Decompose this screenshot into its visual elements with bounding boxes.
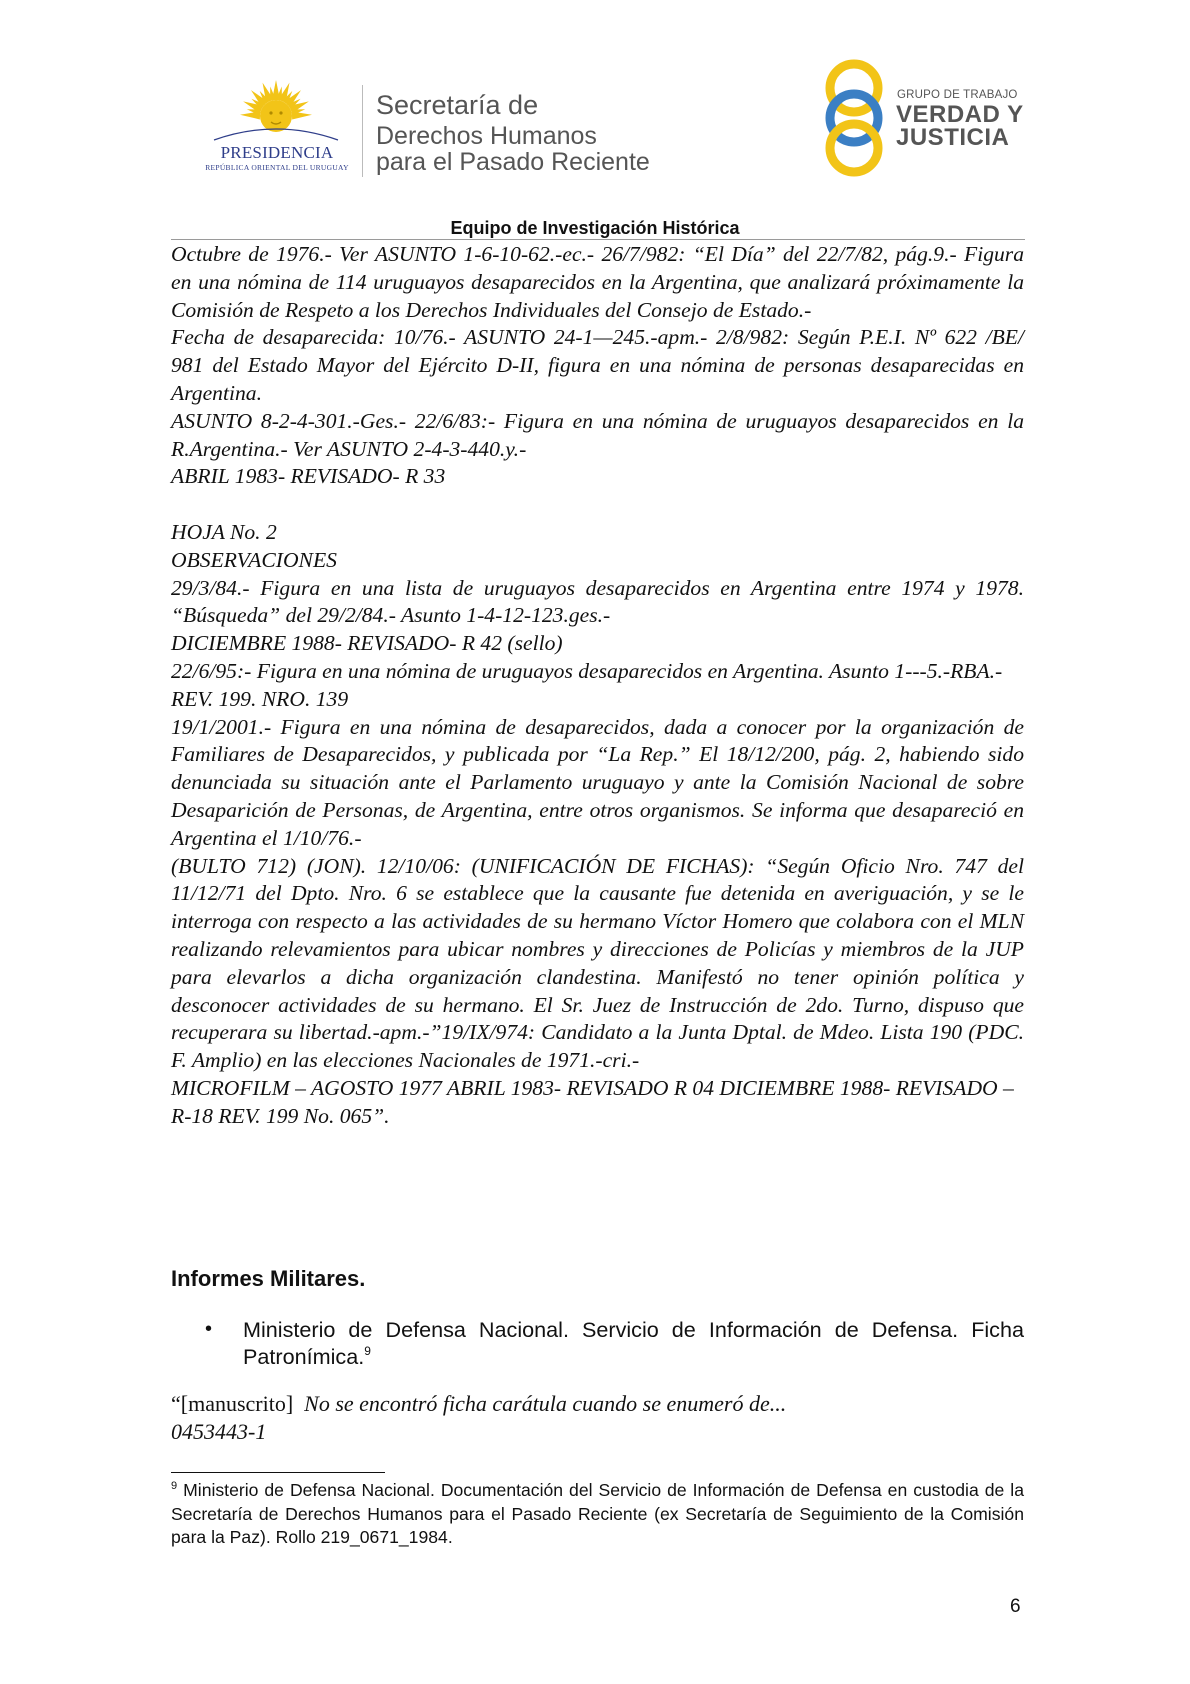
body-paragraph [171,491,1024,519]
body-paragraph: ABRIL 1983- REVISADO- R 33 [171,464,446,489]
interlocking-rings-icon [818,54,908,180]
quote-prefix: “[manuscrito] [171,1391,294,1416]
secretaria-line-2: Derechos Humanos [376,122,597,150]
body-paragraph: (BULTO 712) (JON). 12/10/06: (UNIFICACIÓN DE FICHAS): “Según Oficio Nro. 747 del 11/12/71 del Dpto. Nro. 6 se establece que la causante fue detenida en averiguación, y se le interroga con respecto a las actividades de su hermano Víctor Homero que colabora con el MLN realizando relevamientos para ubicar nombres y direcciones de Policías y miembros de la JUP para elevarlos a dicha organización clandestina. Manifestó no tener opinión política y desconocer actividades de su hermano. El Sr. Juez de Instrucción de 2do. Turno, dispuso que recuperara su libertad.-apm.-”19/IX/974: Candidato a la Junta Dptal. de Mdeo. Lista 190 (PDC. F. Amplio) en las elecciones Nacionales de 1971.-cri.- [171,853,1024,1073]
body-paragraph: 19/1/2001.- Figura en una nómina de desaparecidos, dada a conocer por la organización de Familiares de Desaparecidos, y publicada por “La Rep.” El 18/12/200, pág. 2, habiendo sido denunciada su situación ante el Parlamento uruguayo y ante la Comisión Nacional de sobre Desaparición de Personas, de Argentina, entre otros organismos. Se informa que desapareció en Argentina el 1/10/76.- [171,714,1024,850]
footnote-reference: 9 [364,1344,371,1359]
team-title: Equipo de Investigación Histórica [450,218,740,238]
secretaria-line-3: para el Pasado Reciente [376,148,650,176]
body-paragraph: ASUNTO 8-2-4-301.-Ges.- 22/6/83:- Figura en una nómina de uruguayos desaparecidos en la R.Argentina.- Ver ASUNTO 2-4-3-440.y.- [171,408,1024,461]
bullet-text: Ministerio de Defensa Nacional. Servicio de Información de Defensa. Ficha Patronímica. [243,1317,1024,1370]
document-code: 0453443-1 [171,1419,267,1444]
gtvj-line-2: VERDAD Y [896,101,1024,128]
body-paragraph: 22/6/95:- Figura en una nómina de uruguayos desaparecidos en Argentina. Asunto 1---5.-RBA.- [171,658,1003,683]
section-heading: Informes Militares. [171,1266,366,1291]
footnote-number: 9 [171,1480,178,1492]
gtvj-line-1: GRUPO DE TRABAJO [897,89,1018,101]
presidencia-name: PRESIDENCIA [220,143,334,162]
footnote-text: Ministerio de Defensa Nacional. Documentación del Servicio de Información de Defensa en custodia de la Secretaría de Derechos Humanos para el Pasado Reciente (ex Secretaría de Seguimiento de la Comisión para la Paz). Rollo 219_0671_1984. [171,1480,1024,1548]
footnote [171,1479,1024,1550]
page-header [0,0,1190,200]
bullet-symbol: • [205,1318,213,1340]
body-paragraph: HOJA No. 2 [171,519,277,544]
body-paragraph: Octubre de 1976.- Ver ASUNTO 1-6-10-62.-ec.- 26/7/982: “El Día” del 22/7/82, pág.9.- Figura en una nómina de 114 uruguayos desaparecidos en la Argentina, que analizará próximamente la Comisión de Respeto a los Derechos Individuales del Consejo de Estado.- [171,242,1024,322]
body-paragraph: DICIEMBRE 1988- REVISADO- R 42 (sello) [171,631,563,656]
body-paragraph: R-18 REV. 199 No. 065”. [171,1103,390,1128]
presidencia-subtitle: REPÚBLICA ORIENTAL DEL URUGUAY [205,163,349,172]
header-rule [171,239,1025,240]
body-paragraph: OBSERVACIONES [171,547,337,572]
quote-italic: No se encontró ficha carátula cuando se enumeró de... [304,1391,787,1416]
gtvj-line-3: JUSTICIA [896,124,1010,151]
body-paragraph: Fecha de desaparecida: 10/76.- ASUNTO 24-1—245.-apm.- 2/8/982: Según P.E.I. Nº 622 /BE/ 981 del Estado Mayor del Ejército D-II, figura en una nómina de personas desaparecidas en Argentina. [171,325,1024,405]
body-paragraph: REV. 199. NRO. 139 [171,686,349,711]
body-paragraph: 29/3/84.- Figura en una lista de uruguayos desaparecidos en Argentina entre 1974 y 1978. “Búsqueda” del 29/2/84.- Asunto 1-4-12-123.ges.- [171,575,1024,628]
page-number: 6 [1010,1596,1021,1617]
document-body [171,241,1024,1131]
header-divider [362,85,363,177]
bullet-item [243,1316,1024,1371]
secretaria-line-1: Secretaría de [376,90,539,120]
manuscript-quote [171,1390,1024,1418]
footnote-rule [171,1472,385,1473]
body-paragraph: MICROFILM – AGOSTO 1977 ABRIL 1983- REVISADO R 04 DICIEMBRE 1988- REVISADO – [171,1075,1014,1100]
